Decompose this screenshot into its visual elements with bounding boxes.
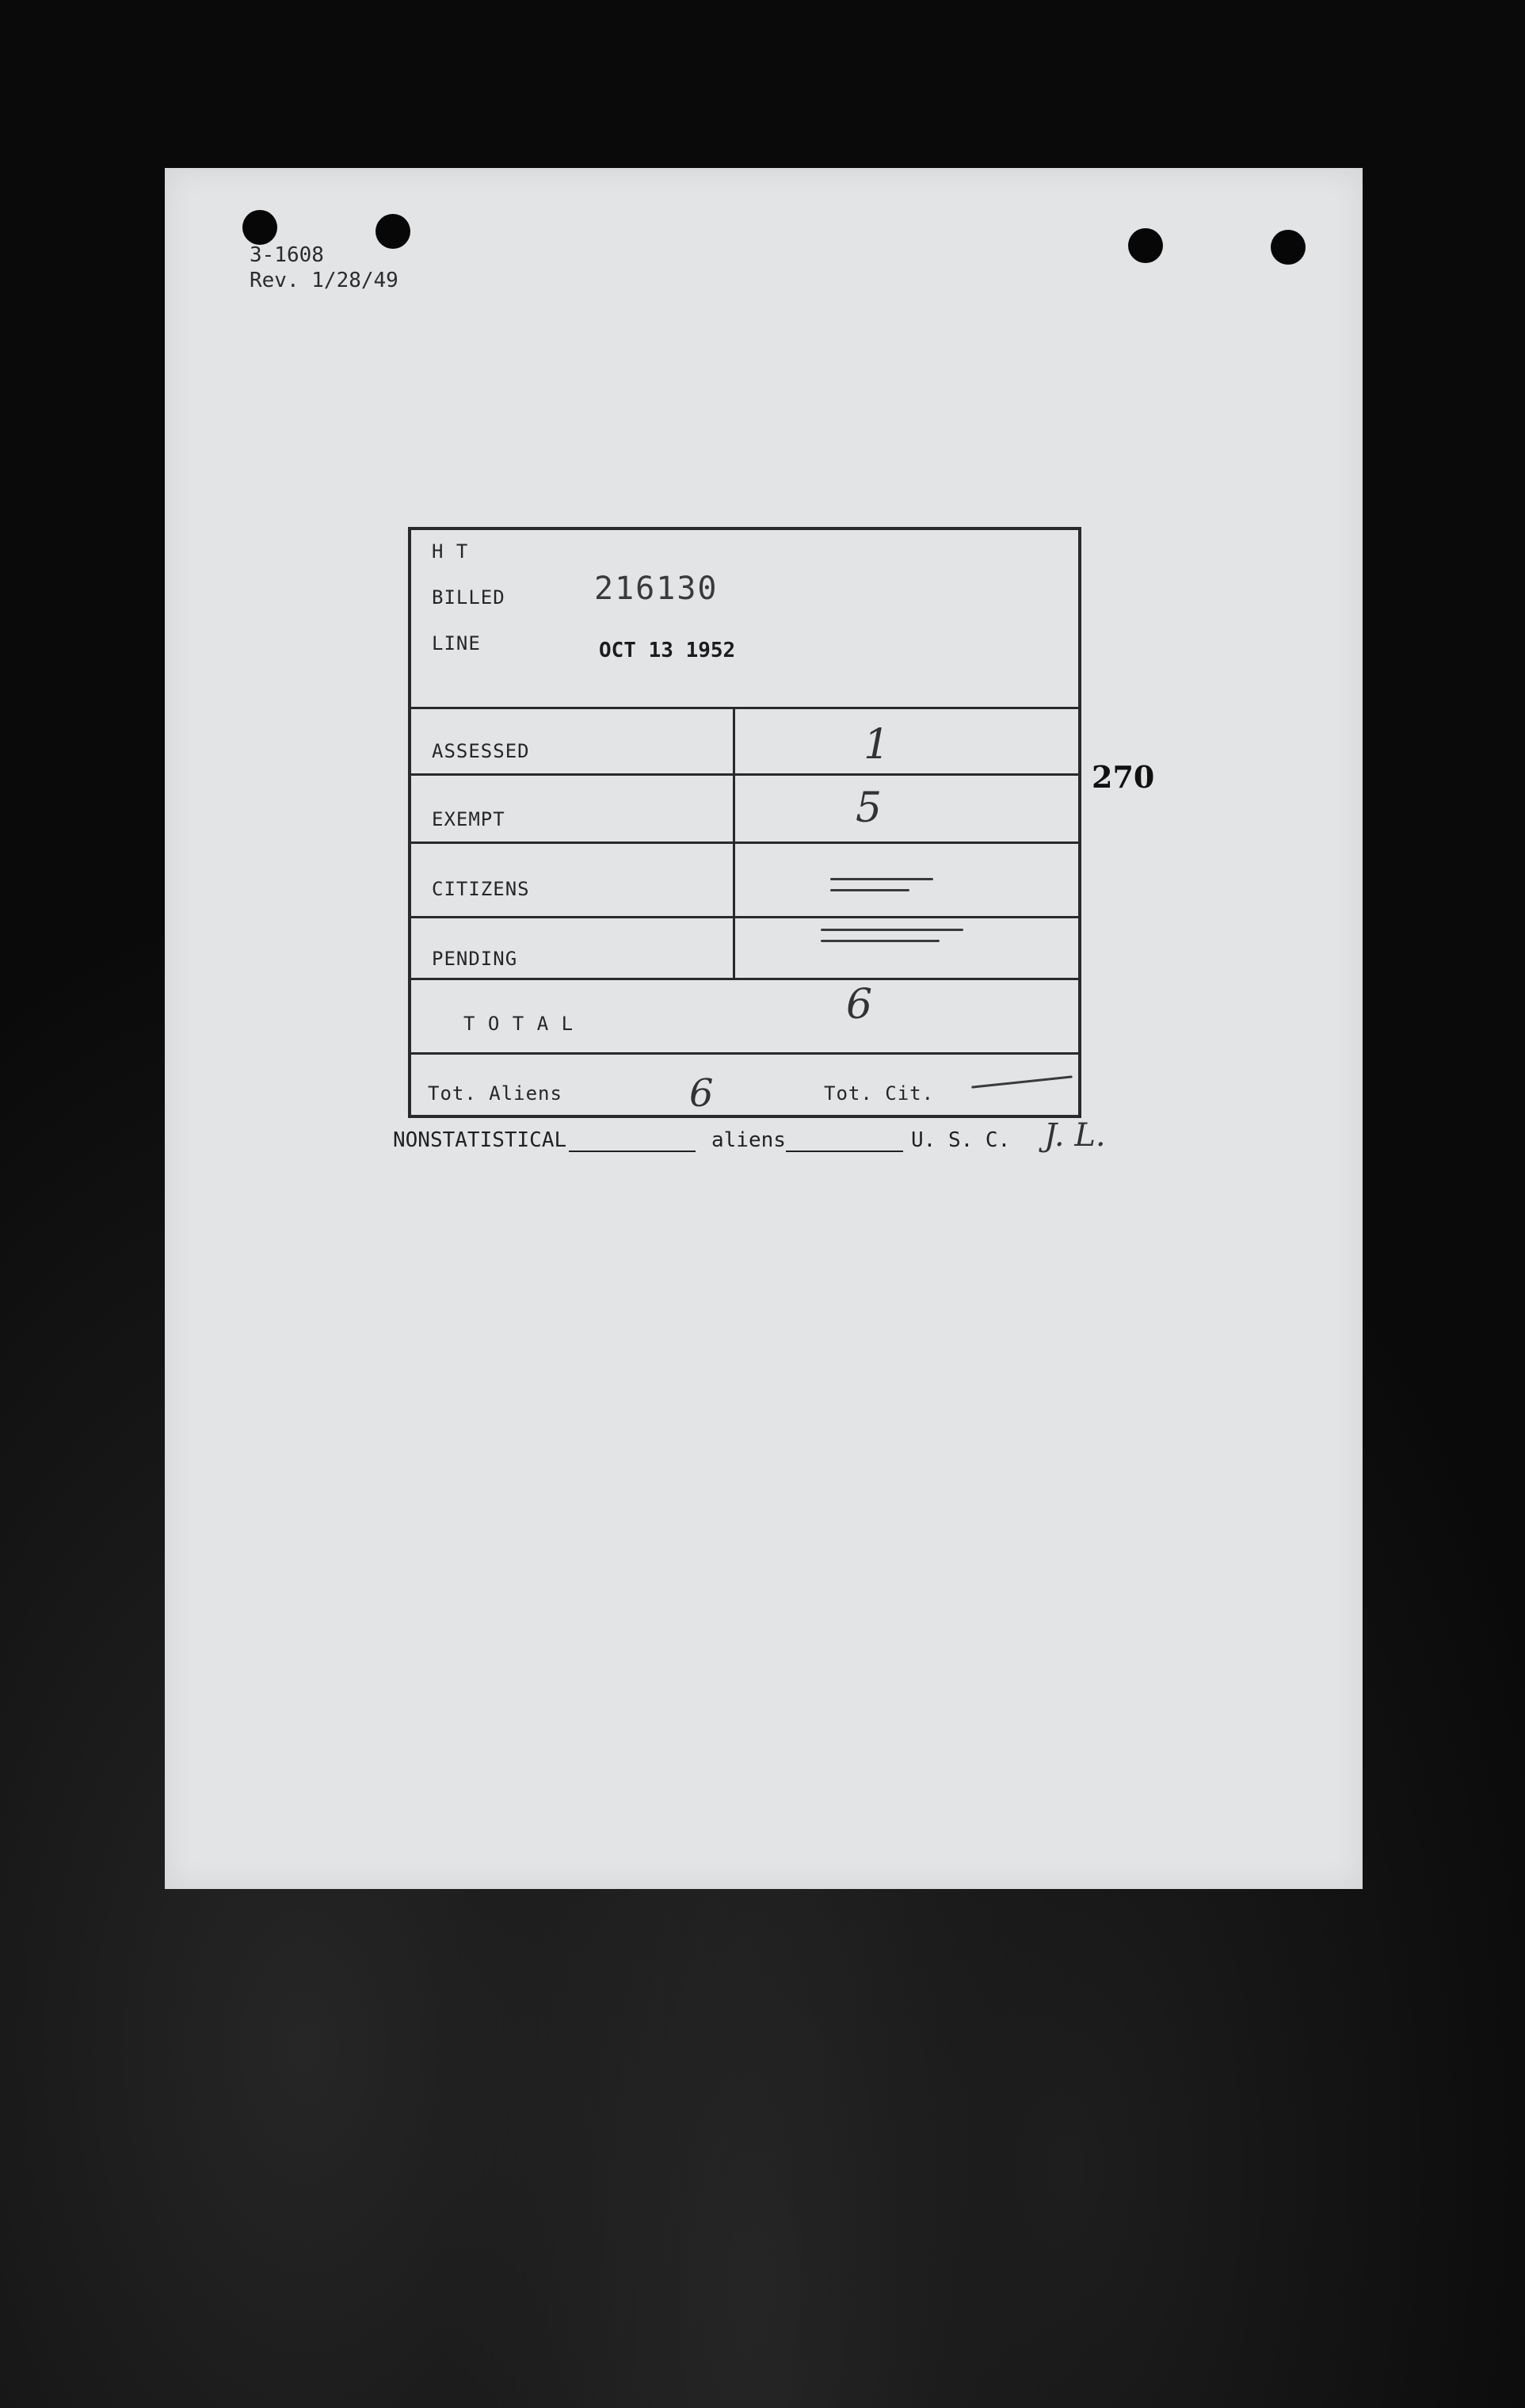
line-label: LINE <box>432 632 481 654</box>
assessed-value: 1 <box>864 721 890 769</box>
row-divider <box>408 1052 1081 1055</box>
pending-dash <box>821 929 963 931</box>
usc-label: U. S. C. <box>911 1128 1011 1152</box>
aliens-blank <box>786 1151 903 1152</box>
side-number: 270 <box>1092 759 1155 795</box>
column-divider <box>733 707 735 978</box>
punch-hole <box>1128 228 1163 263</box>
form-revision: Rev. 1/28/49 <box>250 269 398 292</box>
row-divider <box>408 978 1081 980</box>
citizens-label: CITIZENS <box>432 878 530 900</box>
section-divider <box>408 707 1081 709</box>
citizens-dash <box>830 878 933 880</box>
punch-hole <box>1271 230 1306 265</box>
total-citizens-label: Tot. Cit. <box>824 1082 935 1105</box>
billed-number: 216130 <box>594 571 719 607</box>
exempt-value: 5 <box>856 784 883 832</box>
billed-label: BILLED <box>432 586 505 609</box>
nonstatistical-blank <box>569 1151 696 1152</box>
form-number: 3-1608 <box>250 243 324 267</box>
pending-label: PENDING <box>432 948 518 970</box>
date-stamp: OCT 13 1952 <box>599 639 736 662</box>
punch-hole <box>242 210 277 245</box>
aliens-label: aliens <box>711 1128 786 1152</box>
total-aliens-value: 6 <box>689 1071 714 1116</box>
nonstatistical-label: NONSTATISTICAL <box>393 1128 567 1152</box>
row-divider <box>408 916 1081 918</box>
total-aliens-label: Tot. Aliens <box>428 1082 562 1105</box>
row-divider <box>408 841 1081 844</box>
assessed-label: ASSESSED <box>432 740 530 762</box>
total-label: T O T A L <box>463 1013 574 1035</box>
pending-dash <box>821 940 940 942</box>
ht-label: H T <box>432 540 469 563</box>
exempt-label: EXEMPT <box>432 808 505 830</box>
form-identifier <box>250 242 398 293</box>
total-value: 6 <box>846 981 873 1028</box>
row-divider <box>408 773 1081 776</box>
initials: J. L. <box>1044 1117 1106 1154</box>
citizens-dash <box>830 889 909 891</box>
